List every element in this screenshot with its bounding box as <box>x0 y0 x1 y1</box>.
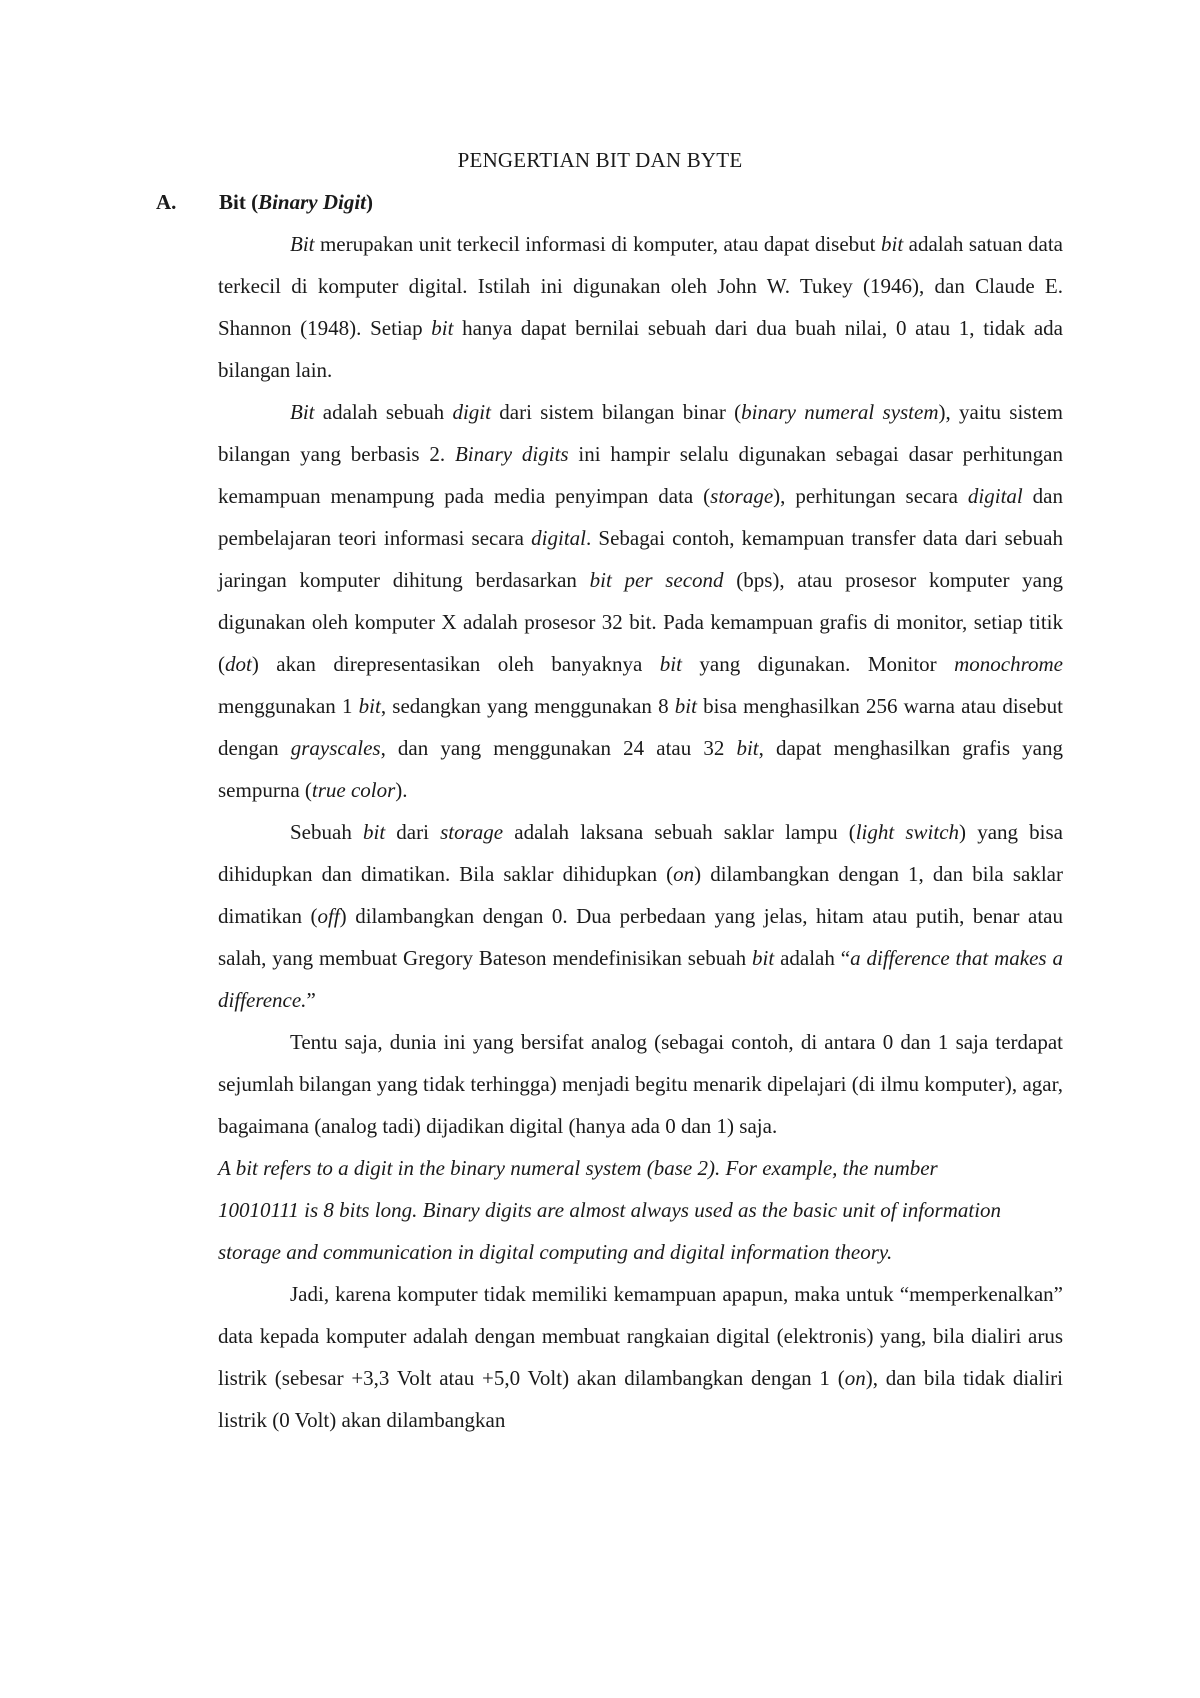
text-run: ) dilambangkan dengan 1, dan bila saklar dimatikan ( <box>218 862 1063 928</box>
page-title: PENGERTIAN BIT DAN BYTE <box>457 148 743 172</box>
italic-term: bit <box>362 820 386 844</box>
text-run: menggunakan 1 <box>218 694 359 718</box>
text-run: dan pembelajaran teori informasi secara <box>218 484 1064 550</box>
italic-term: bit <box>674 694 697 718</box>
italic-term: storage <box>710 484 774 508</box>
text-run: adalah sebuah <box>314 400 453 424</box>
text-run: adalah satuan data terkecil di komputer digital. Istilah ini digunakan oleh John W. Tukey (1946), dan Claude E. Shannon (1948). Setiap <box>218 232 1063 340</box>
text-run: adalah laksana sebuah saklar lampu ( <box>503 820 856 844</box>
text-run: Jadi, karena komputer tidak memiliki kemampuan apapun, maka untuk “memperkenalkan” data kepada komputer adalah dengan membuat rangkaian digital (elektronis) yang, bila dialiri arus listrik (sebesar +3,3 Volt atau +5,0 Volt) akan dilambangkan dengan 1 ( <box>218 1282 1063 1390</box>
italic-term: monochrome <box>954 652 1063 676</box>
italic-term: bit <box>880 232 904 256</box>
italic-term: digital <box>967 484 1023 508</box>
italic-term: digital <box>531 526 587 550</box>
english-quote-paragraph <box>218 1147 1018 1273</box>
text-run: ), perhitungan secara <box>773 484 968 508</box>
italic-term: bit <box>358 694 381 718</box>
italic-term: bit <box>431 316 454 340</box>
italic-term: on <box>844 1366 866 1390</box>
italic-term: bit <box>736 736 759 760</box>
text-run: dari sistem bilangan binar ( <box>490 400 742 424</box>
text-run: , sedangkan yang menggunakan 8 <box>380 694 675 718</box>
text-run: ) dilambangkan dengan 0. Dua perbedaan yang jelas, hitam atau putih, benar atau salah, yang membuat Gregory Bateson mendefinisikan sebuah <box>218 904 1063 970</box>
italic-term: digit <box>452 400 491 424</box>
italic-term: bit <box>752 946 775 970</box>
italic-term: off <box>317 904 340 928</box>
italic-term: Binary digits <box>454 442 569 466</box>
text-run: (bps), atau prosesor komputer yang digunakan oleh komputer X adalah prosesor 32 bit. Pada kemampuan grafis di monitor, setiap titik ( <box>218 568 1063 676</box>
text-run: merupakan unit terkecil informasi di komputer, atau dapat disebut <box>314 232 881 256</box>
text-run: ) yang bisa dihidupkan dan dimatikan. Bila saklar dihidupkan ( <box>218 820 1063 886</box>
text-run: ini hampir selalu digunakan sebagai dasar perhitungan kemampuan menampung pada media penyimpan data ( <box>218 442 1063 508</box>
italic-term: light switch <box>855 820 960 844</box>
body-text <box>218 223 1063 1441</box>
italic-term: dot <box>225 652 252 676</box>
section-label-regular: Bit ( <box>219 190 259 214</box>
text-run: hanya dapat bernilai sebuah dari dua buah nilai, 0 atau 1, tidak ada bilangan lain. <box>218 316 1064 382</box>
italic-term: true color <box>311 778 396 802</box>
italic-term: binary numeral system <box>741 400 939 424</box>
body-paragraph <box>218 1021 1063 1147</box>
text-run: , dapat menghasilkan grafis yang sempurna ( <box>218 736 1063 802</box>
section-label-close: ) <box>366 190 374 214</box>
text-run: yang digunakan. Monitor <box>681 652 955 676</box>
text-run: ” <box>306 988 316 1012</box>
italic-term: Bit <box>290 232 315 256</box>
body-paragraph <box>218 223 1063 391</box>
text-run: bisa menghasilkan 256 warna atau disebut dengan <box>218 694 1063 760</box>
text-run: Tentu saja, dunia ini yang bersifat analog (sebagai contoh, di antara 0 dan 1 saja terdapat sejumlah bilangan yang tidak terhingga) menjadi begitu menarik dipelajari (di ilmu komputer), agar, bagaimana (analog tadi) dijadikan digital (hanya ada 0 dan 1) saja. <box>218 1030 1063 1138</box>
body-paragraph <box>218 391 1063 811</box>
text-run: Sebuah <box>290 820 363 844</box>
body-paragraph <box>218 811 1063 1021</box>
italic-term: a difference that makes a difference. <box>218 946 1063 1012</box>
text-run: dari <box>385 820 441 844</box>
text-run: ), yaitu sistem bilangan yang berbasis 2. <box>218 400 1063 466</box>
text-run: ), dan bila tidak dialiri listrik (0 Volt) akan dilambangkan <box>218 1366 1063 1432</box>
body-paragraph <box>218 1273 1063 1441</box>
italic-term: storage <box>440 820 504 844</box>
section-label-italic: Binary Digit <box>258 190 367 214</box>
italic-term: bit per second <box>589 568 724 592</box>
text-run: , dan yang menggunakan 24 atau 32 <box>380 736 737 760</box>
italic-term: grayscales <box>290 736 381 760</box>
text-run: adalah “ <box>774 946 851 970</box>
section-letter: A. <box>156 190 177 214</box>
text-run: A bit refers to a digit in the binary numeral system (base 2). For example, the number 10010111 is 8 bits long. Binary digits are almost always used as the basic unit of information storage and communication in digital computing and digital information theory. <box>218 1156 1002 1264</box>
italic-term: on <box>673 862 695 886</box>
section-heading <box>156 188 373 216</box>
text-run: ) akan direpresentasikan oleh banyaknya <box>251 652 660 676</box>
italic-term: Bit <box>290 400 315 424</box>
text-run: ). <box>395 778 408 802</box>
text-run: . Sebagai contoh, kemampuan transfer data dari sebuah jaringan komputer dihitung berdasarkan <box>218 526 1063 592</box>
italic-term: bit <box>659 652 682 676</box>
